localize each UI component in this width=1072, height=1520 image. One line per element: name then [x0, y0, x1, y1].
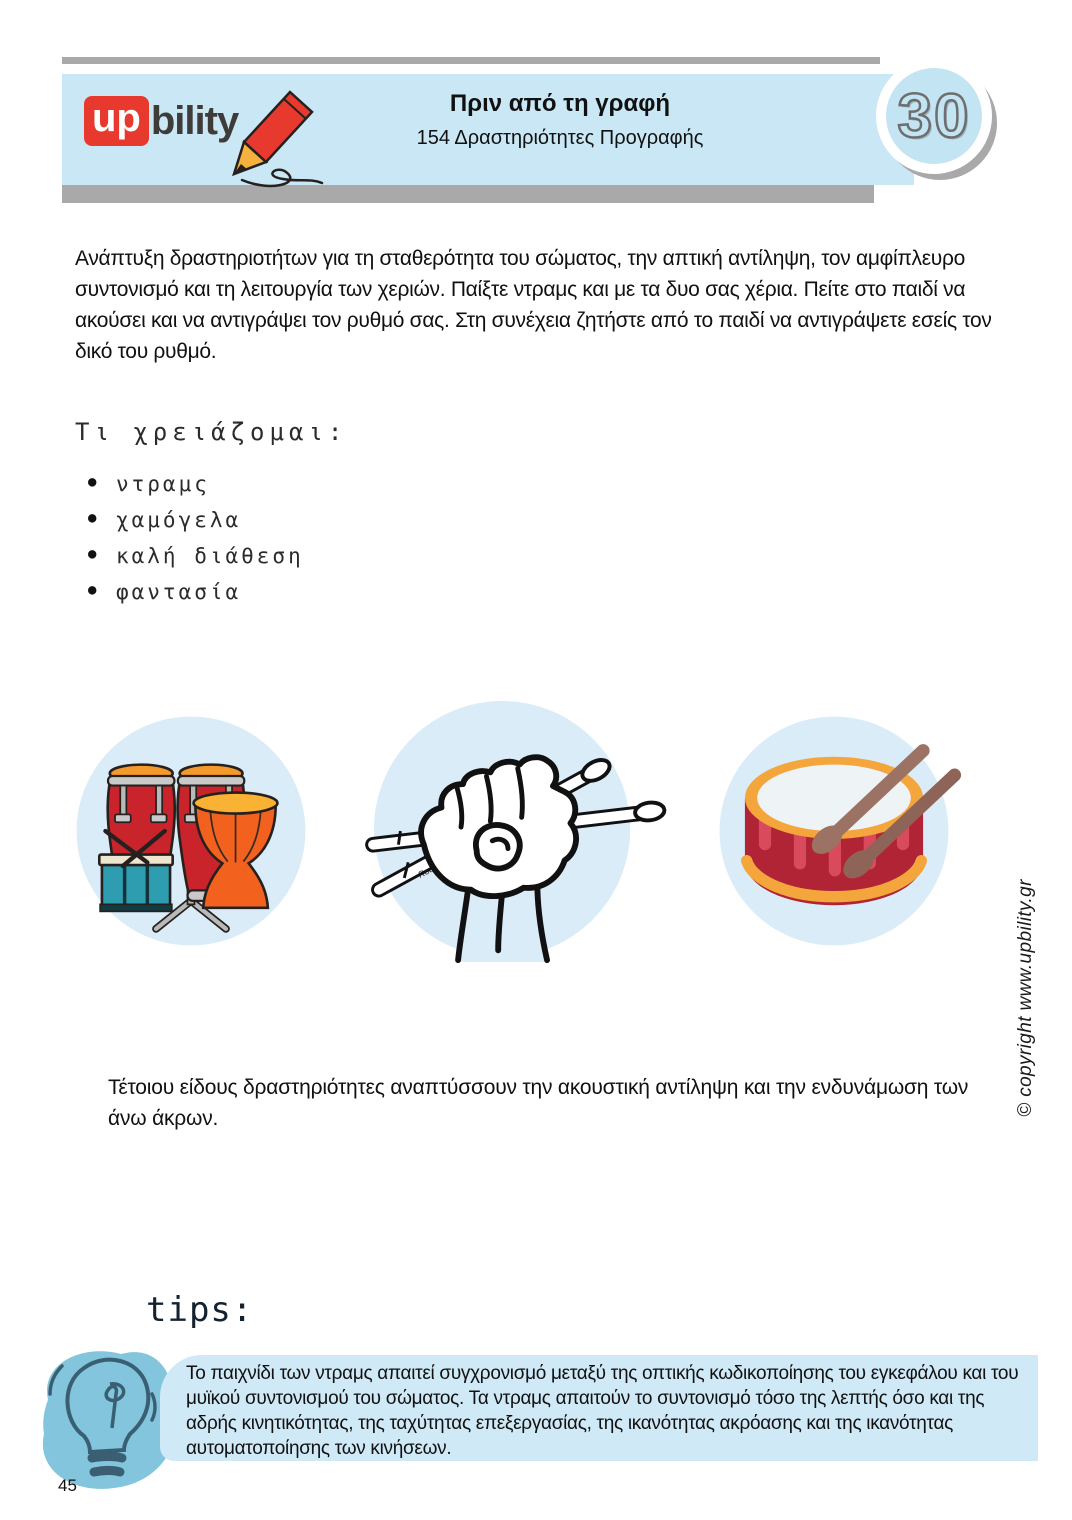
tips-box — [160, 1355, 1038, 1461]
card-number-badge — [876, 58, 992, 174]
congas-illustration — [60, 700, 322, 962]
card-number: 30 — [897, 81, 971, 151]
logo-bility-text: bility — [150, 98, 239, 143]
fist-drumsticks-illustration — [330, 698, 682, 966]
list-item: ● φαντασία — [88, 580, 304, 604]
list-item: ● καλή διάθεση — [88, 544, 304, 568]
upbility-logo — [84, 96, 238, 146]
list-item: ● ντραμς — [88, 472, 304, 496]
page-title: Πριν από τη γραφή — [449, 90, 671, 117]
copyright-text: © copyright www.upbility.gr — [1015, 879, 1036, 1117]
note-paragraph: Τέτοιου είδους δραστηριότητες αναπτύσσουν την ακουστική αντίληψη και την ενδυνάμωση των άνω άκρων. — [108, 1076, 969, 1130]
intro-paragraph: Ανάπτυξη δραστηριοτήτων για τη σταθερότητα του σώματος, την απτική αντίληψη, τον αμφίπλευρο συντονισμό και τη λειτουργία των χεριών. Παίξτε ντραμς και με τα δυο σας χέρια. Πείτε στο παιδί να ακούσει και να αντιγράψει τον ρυθμό σας. Στη συνέχεια ζητήστε από το παιδί να αντιγράψετε εσείς τον δικό του ρυθμό. — [75, 247, 992, 363]
logo-up-mark: up — [84, 96, 149, 146]
tips-heading: tips: — [146, 1290, 254, 1330]
needs-list — [88, 472, 304, 616]
page-number: 45 — [58, 1476, 77, 1495]
pencil-icon — [228, 88, 328, 192]
list-item: ● χαμόγελα — [88, 508, 304, 532]
snare-drum-illustration — [703, 700, 965, 962]
needs-heading: Τι χρειάζομαι: — [75, 418, 348, 446]
header-shadow — [62, 185, 874, 203]
tips-text: Το παιχνίδι των ντραμς απαιτεί συγχρονισμό μεταξύ της οπτικής κωδικοποίησης του εγκεφάλου και του μυϊκού συντονισμού του σώματος. Τα ντραμς απαιτούν το συντονισμό τόσο της λεπτής όσο και της αδρής κινητικότητας, της ταχύτητας επεξεργασίας, της ικανότητας ακρόασης και της ικανότητας αυτοματοποίησης των κινήσεων. — [186, 1363, 1019, 1459]
header-top-line — [62, 57, 880, 64]
header-titles — [330, 90, 790, 150]
page-subtitle: 154 Δραστηριότητες Προγραφής — [416, 127, 704, 149]
stick-brand-label: Rock — [416, 861, 439, 880]
